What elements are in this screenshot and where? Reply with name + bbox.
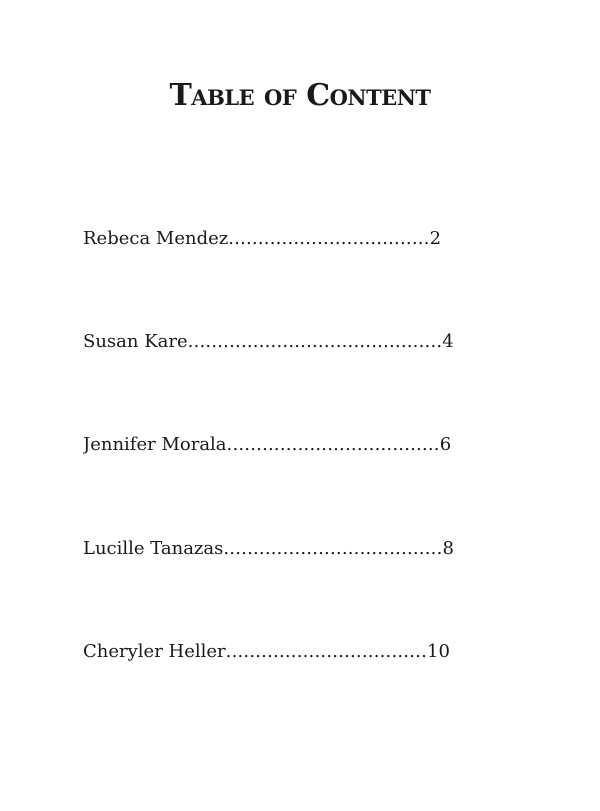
toc-entry (83, 329, 493, 355)
toc-entry-leader: .................................. (225, 641, 427, 662)
toc-entry-leader: ........................................... (187, 331, 443, 352)
toc-entry-page-number: 2 (429, 228, 442, 249)
toc-entry-leader: .................................. (228, 228, 430, 249)
page-title: Table of Content (169, 78, 431, 113)
toc-entry-name: Rebeca Mendez (83, 228, 229, 249)
toc-entry-name: Lucille Tanazas (83, 538, 224, 559)
toc-entry-page-number: 6 (439, 434, 452, 455)
toc-entry-page-number: 8 (442, 538, 454, 559)
toc-entry-page-number: 4 (442, 331, 454, 352)
toc-entry (83, 432, 493, 458)
toc-entry-name: Jennifer Morala (83, 434, 227, 455)
toc-entry-name: Cheryler Heller (83, 641, 226, 662)
toc-entry (83, 639, 498, 665)
toc-entry (83, 226, 493, 252)
toc-entry-page-number: 10 (427, 641, 450, 662)
toc-entry-leader: .................................... (226, 434, 440, 455)
toc-entry (83, 536, 493, 562)
toc-entry-leader: ..................................... (223, 538, 443, 559)
toc-entry-name: Susan Kare (83, 331, 188, 352)
